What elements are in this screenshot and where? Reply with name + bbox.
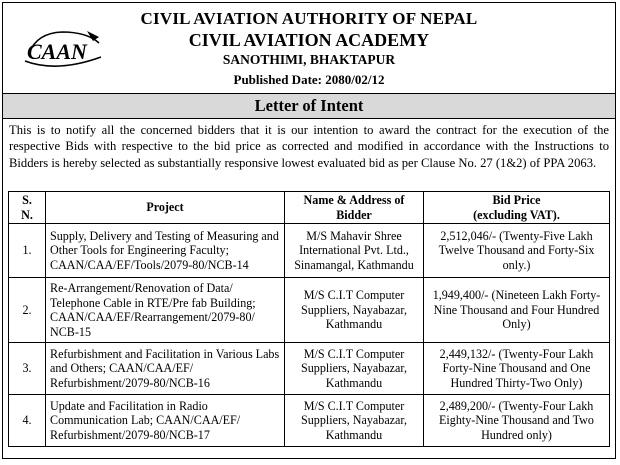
cell-bidder: M/S C.I.T Computer Suppliers, Nayabazar, Kathmandu <box>285 343 424 395</box>
org-name: CIVIL AVIATION AUTHORITY OF NEPAL <box>140 9 478 28</box>
notice-page <box>2 2 616 459</box>
cell-price: 2,449,132/- (Twenty-Four Lakh Forty-Nine Thousand and One Hundred Thirty-Two Only) <box>424 343 610 395</box>
table-row <box>9 224 610 278</box>
notice-header <box>3 3 615 89</box>
bid-table <box>8 191 610 447</box>
academy-name: CIVIL AVIATION ACADEMY <box>188 30 430 50</box>
cell-bidder: M/S Mahavir Shree International Pvt. Ltd., Sinamangal, Kathmandu <box>285 224 424 278</box>
cell-sn: 1. <box>9 224 46 278</box>
cell-bidder: M/S C.I.T Computer Suppliers, Nayabazar, Kathmandu <box>285 278 424 343</box>
academy-address: SANOTHIMI, BHAKTAPUR <box>222 52 396 67</box>
cell-sn: 3. <box>9 343 46 395</box>
cell-bidder: M/S C.I.T Computer Suppliers, Nayabazar, Kathmandu <box>285 395 424 447</box>
cell-project: Supply, Delivery and Testing of Measuring and Other Tools for Engineering Faculty; CAAN/CAA/EF/Tools/2079-80/NCB-14 <box>46 224 285 278</box>
col-header-bid-price: Bid Price (excluding VAT). <box>424 192 610 224</box>
table-row <box>9 395 610 447</box>
cell-sn: 2. <box>9 278 46 343</box>
published-date: Published Date: 2080/02/12 <box>233 72 385 87</box>
cell-project: Update and Facilitation in Radio Communication Lab; CAAN/CAA/EF/ Refurbishment/2079-80/NCB-17 <box>46 395 285 447</box>
cell-price: 1,949,400/- (Nineteen Lakh Forty-Nine Thousand and Four Hundred Only) <box>424 278 610 343</box>
cell-price: 2,512,046/- (Twenty-Five Lakh Twelve Thousand and Forty-Six only.) <box>424 224 610 278</box>
col-header-sn: S. N. <box>9 192 46 224</box>
cell-project: Re-Arrangement/Renovation of Data/ Telephone Cable in RTE/Pre fab Building; CAAN/CAA/EF/Rearrangement/2079-80/ NCB-15 <box>46 278 285 343</box>
col-header-bidder: Name & Address of Bidder <box>285 192 424 224</box>
table-header-row <box>9 192 610 224</box>
notice-title: Letter of Intent <box>3 93 615 119</box>
caan-logo-text: CAAN <box>27 39 87 64</box>
cell-sn: 4. <box>9 395 46 447</box>
col-header-project: Project <box>46 192 285 224</box>
cell-project: Refurbishment and Facilitation in Various Labs and Others; CAAN/CAA/EF/ Refurbishment/2079-80/NCB-16 <box>46 343 285 395</box>
table-row <box>9 343 610 395</box>
cell-price: 2,489,200/- (Twenty-Four Lakh Eighty-Nine Thousand and Two Hundred only) <box>424 395 610 447</box>
table-row <box>9 278 610 343</box>
intro-paragraph: This is to notify all the concerned bidders that it is our intention to award the contract for the execution of the respective Bids with respective to the bid price as corrected and modified in accordance with the Instructions to Bidders is hereby selected as substantially responsive lowest evaluated bid as per Clause No. 27 (1&2) of PPA 2063. <box>9 123 609 170</box>
